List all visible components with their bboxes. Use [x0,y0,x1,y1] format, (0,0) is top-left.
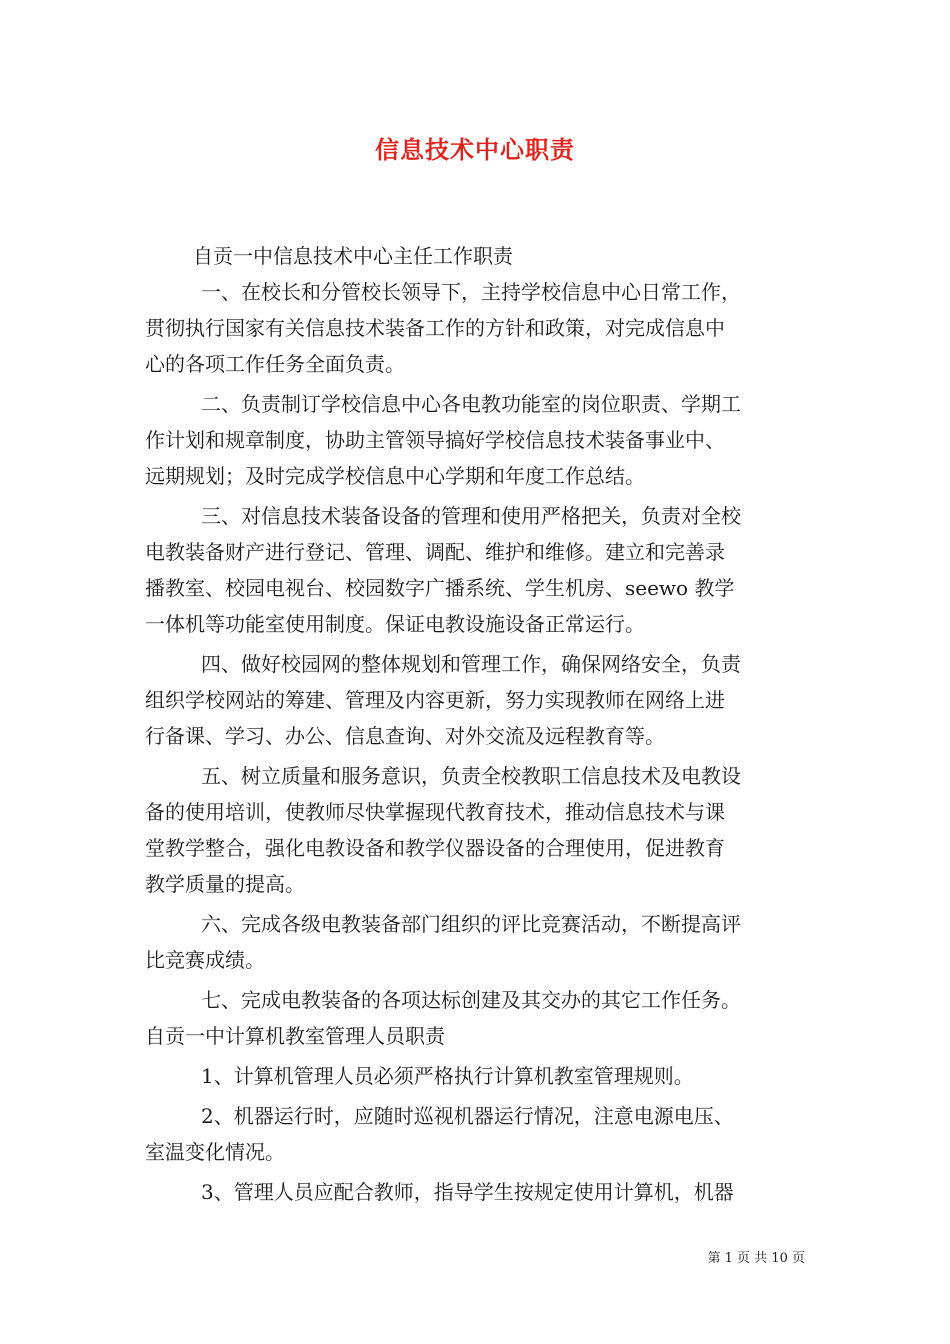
paragraph-line: 二、负责制订学校信息中心各电教功能室的岗位职责、学期工 [201,392,741,416]
paragraph-line: 贯彻执行国家有关信息技术装备工作的方针和政策，对完成信息中 [145,316,725,340]
paragraph-line: 行备课、学习、办公、信息查询、对外交流及远程教育等。 [145,724,665,748]
paragraph-line: 远期规划；及时完成学校信息中心学期和年度工作总结。 [145,464,645,488]
paragraph-line: 室温变化情况。 [145,1140,285,1164]
page-number: 第 1 页 共 10 页 [707,1251,805,1266]
paragraph-line: 3、管理人员应配合教师，指导学生按规定使用计算机，机器 [201,1180,734,1204]
page-title: 信息技术中心职责 [375,135,575,164]
paragraph-line: 2、机器运行时，应随时巡视机器运行情况，注意电源电压、 [201,1104,734,1128]
paragraph-line: 三、对信息技术装备设备的管理和使用严格把关，负责对全校 [201,504,741,528]
section-heading-director: 自贡一中信息技术中心主任工作职责 [193,244,513,268]
paragraph-line: 作计划和规章制度，协助主管领导搞好学校信息技术装备事业中、 [145,428,725,452]
paragraph-line: 教学质量的提高。 [145,872,305,896]
paragraph-line: 备的使用培训，使教师尽快掌握现代教育技术，推动信息技术与课 [145,800,725,824]
document-body [145,238,810,1210]
paragraph-line: 播教室、校园电视台、校园数字广播系统、学生机房、seewo 教学 [145,576,735,600]
paragraph-line: 一体机等功能室使用制度。保证电教设施设备正常运行。 [145,612,645,636]
paragraph-line: 六、完成各级电教装备部门组织的评比竞赛活动，不断提高评 [201,912,741,936]
paragraph-line: 七、完成电教装备的各项达标创建及其交办的其它工作任务。 [201,988,741,1012]
paragraph-line: 一、在校长和分管校长领导下，主持学校信息中心日常工作， [201,280,741,304]
paragraph-line: 心的各项工作任务全面负责。 [145,352,405,376]
paragraph-line: 五、树立质量和服务意识，负责全校教职工信息技术及电教设 [201,764,741,788]
paragraph-line: 1、计算机管理人员必须严格执行计算机教室管理规则。 [201,1064,694,1088]
paragraph-line: 比竞赛成绩。 [145,948,265,972]
paragraph-line: 堂教学整合，强化电教设备和教学仪器设备的合理使用，促进教育 [145,836,725,860]
paragraph-line: 组织学校网站的筹建、管理及内容更新，努力实现教师在网络上进 [145,688,725,712]
paragraph-line: 电教装备财产进行登记、管理、调配、维护和维修。建立和完善录 [145,540,725,564]
paragraph-line: 四、做好校园网的整体规划和管理工作，确保网络安全，负责 [201,652,741,676]
section-heading-lab-staff: 自贡一中计算机教室管理人员职责 [145,1024,445,1048]
